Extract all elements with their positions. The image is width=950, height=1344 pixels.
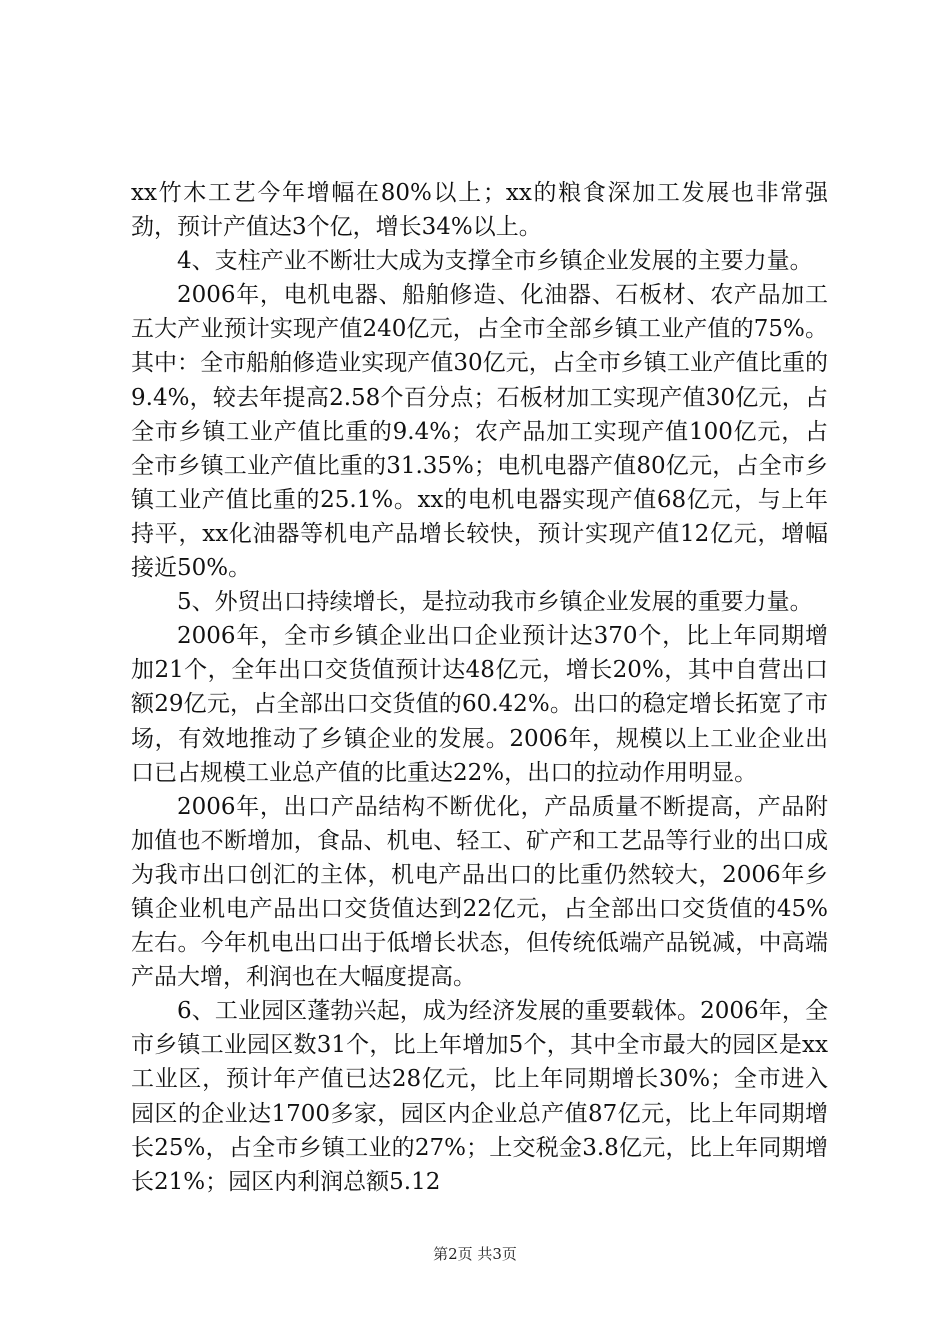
paragraph-6: 2006年，出口产品结构不断优化，产品质量不断提高，产品附加值也不断增加，食品、机电、轻工、矿产和工艺品等行业的出口成为我市出口创汇的主体，机电产品出口的比重仍然较大，2006年乡镇企业机电产品出口交货值达到22亿元，占全部出口交货值的45%左右。今年机电出口出于低增长状态，但传统低端产品锐减，中高端产品大增，利润也在大幅度提高。	[131, 793, 828, 991]
paragraph-5: 2006年，全市乡镇企业出口企业预计达370个，比上年同期增加21个，全年出口交货值预计达48亿元，增长20%，其中自营出口额29亿元，占全部出口交货值的60.42%。出口的稳定增长拓宽了市场，有效地推动了乡镇企业的发展。2006年，规模以上工业企业出口已占规模工业总产值的比重达22%，出口的拉动作用明显。	[131, 623, 828, 786]
paragraph-7: 6、工业园区蓬勃兴起，成为经济发展的重要载体。2006年，全市乡镇工业园区数31个，比上年增加5个，其中全市最大的园区是xx工业区，预计年产值已达28亿元，比上年同期增长30%；全市进入园区的企业达1700多家，园区内企业总产值87亿元，比上年同期增长25%，占全市乡镇工业的27%；上交税金3.8亿元，比上年同期增长21%；园区内利润总额5.12	[131, 998, 828, 1195]
paragraph-1: xx竹木工艺今年增幅在80%以上；xx的粮食深加工发展也非常强劲，预计产值达3个亿，增长34%以上。	[131, 180, 828, 241]
document-body	[131, 176, 828, 1199]
page-footer: 第2页 共3页	[433, 1245, 517, 1263]
paragraph-3: 2006年，电机电器、船舶修造、化油器、石板材、农产品加工五大产业预计实现产值240亿元，占全市全部乡镇工业产值的75%。其中：全市船舶修造业实现产值30亿元，占全市乡镇工业产值比重的9.4%，较去年提高2.58个百分点；石板材加工实现产值30亿元，占全市乡镇工业产值比重的9.4%；农产品加工实现产值100亿元，占全市乡镇工业产值比重的31.35%；电机电器产值80亿元，占全市乡镇工业产值比重的25.1%。xx的电机电器实现产值68亿元，与上年持平，xx化油器等机电产品增长较快，预计实现产值12亿元，增幅接近50%。	[131, 282, 828, 582]
paragraph-2-heading: 4、支柱产业不断壮大成为支撑全市乡镇企业发展的主要力量。	[177, 248, 813, 275]
paragraph-4-heading: 5、外贸出口持续增长，是拉动我市乡镇企业发展的重要力量。	[177, 589, 813, 616]
